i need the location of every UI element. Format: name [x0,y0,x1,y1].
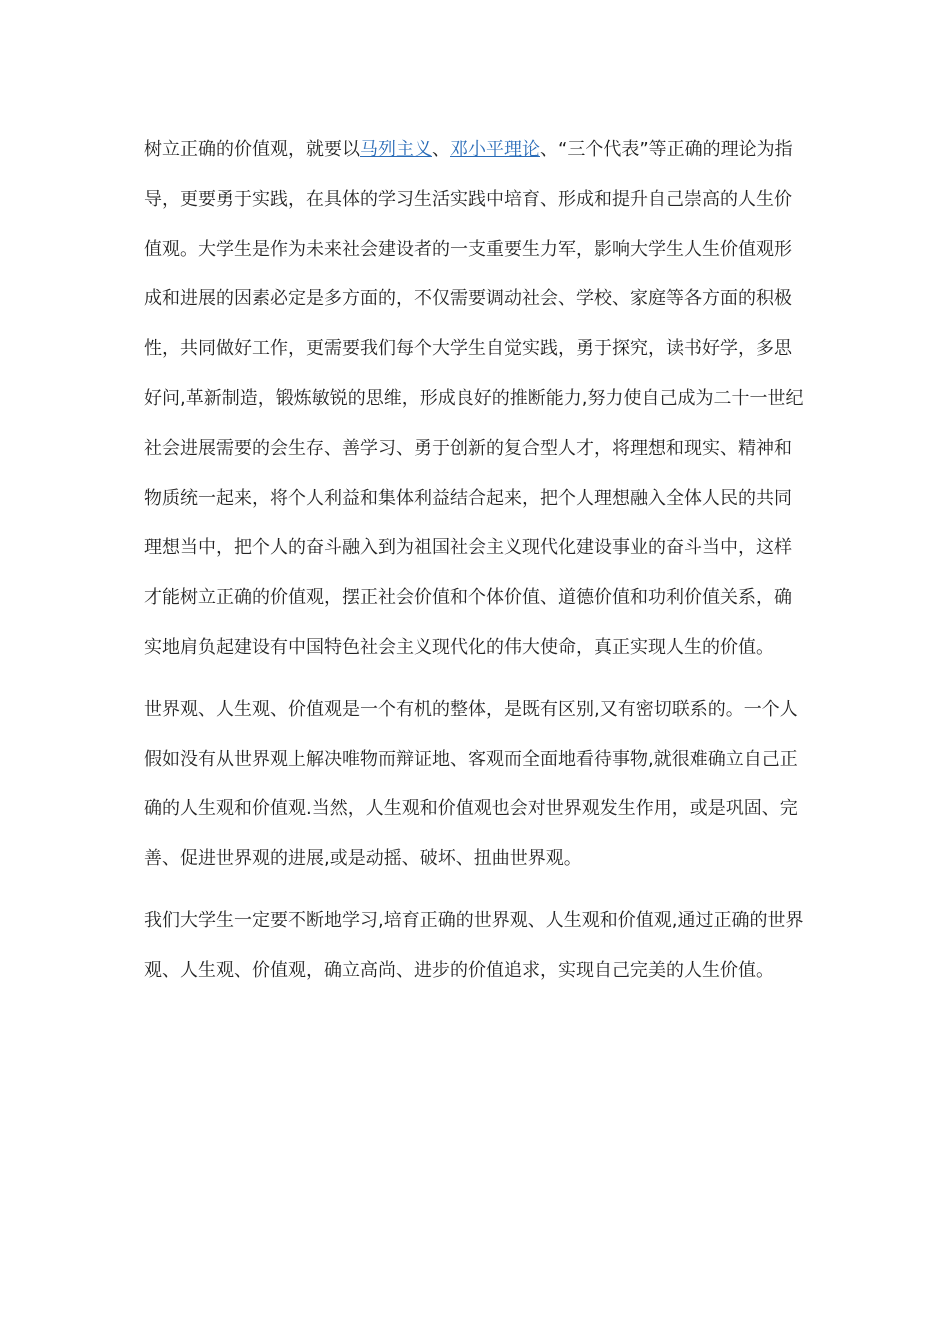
paragraph-3: 我们大学生一定要不断地学习,培育正确的世界观、人生观和价值观,通过正确的世界观、人生观、价值观，确立高尚、进步的价值追求，实现自己完美的人生价值。 [144,909,804,981]
document-body [144,125,808,1008]
paragraph-1-separator: 、 [432,139,450,160]
marxism-leninism-link[interactable]: 马列主义 [360,139,432,160]
deng-xiaoping-theory-link[interactable]: 邓小平理论 [450,139,540,160]
paragraph-1 [144,125,808,673]
paragraph-1-intro: 树立正确的价值观，就要以 [144,139,360,160]
paragraph-1-body: 、“三个代表”等正确的理论为指导，更要勇于实践，在具体的学习生活实践中培育、形成和提升自己崇高的人生价值观。大学生是作为未来社会建设者的一支重要生力军，影响大学生人生价值观形成和进展的因素必定是多方面的，不仅需要调动社会、学校、家庭等各方面的积极性，共同做好工作，更需要我们每个大学生自觉实践，勇于探究，读书好学，多思好问,革新制造，锻炼敏锐的思维，形成良好的推断能力,努力使自己成为二十一世纪社会进展需要的会生存、善学习、勇于创新的复合型人才，将理想和现实、精神和物质统一起来，将个人利益和集体利益结合起来，把个人理想融入全体人民的共同理想当中，把个人的奋斗融入到为祖国社会主义现代化建设事业的奋斗当中，这样才能树立正确的价值观，摆正社会价值和个体价值、道德价值和功利价值关系，确实地肩负起建设有中国特色社会主义现代化的伟大使命，真正实现人生的价值。 [144,139,804,658]
paragraph-2: 世界观、人生观、价值观是一个有机的整体，是既有区别,又有密切联系的。一个人假如没有从世界观上解决唯物而辩证地、客观而全面地看待事物,就很难确立自己正确的人生观和价值观.当然，人生观和价值观也会对世界观发生作用，或是巩固、完善、促进世界观的进展,或是动摇、破坏、扭曲世界观。 [144,698,798,870]
